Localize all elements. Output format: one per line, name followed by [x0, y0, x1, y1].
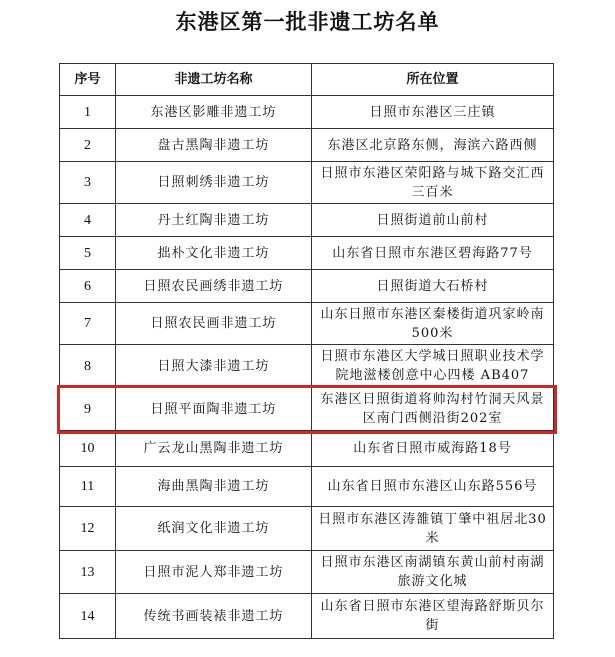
row-location: 日照街道前山前村: [312, 204, 554, 237]
row-index: 5: [60, 237, 116, 270]
row-name: 广云龙山黑陶非遗工坊: [116, 431, 312, 467]
row-index: 9: [60, 388, 116, 431]
workshop-table: [59, 63, 554, 639]
table-row: [60, 96, 554, 129]
table-row: [60, 204, 554, 237]
table-row: [60, 345, 554, 388]
row-index: 6: [60, 270, 116, 303]
table-row: [60, 303, 554, 345]
row-name: 日照大漆非遗工坊: [116, 345, 312, 388]
table-row: [60, 507, 554, 551]
table-row: [60, 129, 554, 162]
row-name: 纸润文化非遗工坊: [116, 507, 312, 551]
row-name: 日照农民画绣非遗工坊: [116, 270, 312, 303]
row-index: 12: [60, 507, 116, 551]
row-location: 日照市东港区南湖镇东黄山前村南湖旅游文化城: [312, 551, 554, 594]
row-name: 日照农民画非遗工坊: [116, 303, 312, 345]
row-location: 山东省日照市威海路18号: [312, 431, 554, 467]
table-row: [60, 551, 554, 594]
row-index: 2: [60, 129, 116, 162]
row-name: 日照市泥人郑非遗工坊: [116, 551, 312, 594]
table-row: [60, 594, 554, 639]
row-index: 11: [60, 467, 116, 507]
table-row: [60, 431, 554, 467]
header-name: 非遗工坊名称: [116, 64, 312, 96]
table-row: [60, 237, 554, 270]
table-row: [60, 467, 554, 507]
row-location: 山东省日照市东港区望海路舒斯贝尔街: [312, 594, 554, 639]
row-location: 东港区日照街道将帅沟村竹洞天风景区南门西侧沿街202室: [312, 388, 554, 431]
page-title: 东港区第一批非遗工坊名单: [175, 9, 440, 34]
row-name: 海曲黑陶非遗工坊: [116, 467, 312, 507]
row-index: 1: [60, 96, 116, 129]
row-index: 8: [60, 345, 116, 388]
row-name: 东港区影雕非遗工坊: [116, 96, 312, 129]
row-location: 日照市东港区大学城日照职业技术学院地滋楼创意中心四楼 AB407: [312, 345, 554, 388]
header-index: 序号: [60, 64, 116, 96]
table-row: [60, 270, 554, 303]
header-location: 所在位置: [312, 64, 554, 96]
row-index: 4: [60, 204, 116, 237]
row-location: 东港区北京路东侧，海滨六路西侧: [312, 129, 554, 162]
row-location: 日照市东港区三庄镇: [312, 96, 554, 129]
row-name: 日照平面陶非遗工坊: [116, 388, 312, 431]
row-index: 14: [60, 594, 116, 639]
row-name: 盘古黑陶非遗工坊: [116, 129, 312, 162]
table-row: [60, 162, 554, 204]
row-location: 山东省日照市东港区碧海路77号: [312, 237, 554, 270]
row-name: 日照刺绣非遗工坊: [116, 162, 312, 204]
row-name: 拙朴文化非遗工坊: [116, 237, 312, 270]
row-location: 日照市东港区荣阳路与城下路交汇西三百米: [312, 162, 554, 204]
row-index: 13: [60, 551, 116, 594]
row-index: 3: [60, 162, 116, 204]
table-header-row: [60, 64, 554, 96]
row-index: 10: [60, 431, 116, 467]
row-location: 山东省日照市东港区山东路556号: [312, 467, 554, 507]
row-location: 日照市东港区涛雒镇丁肇中祖居北30米: [312, 507, 554, 551]
row-location: 日照街道大石桥村: [312, 270, 554, 303]
row-location: 山东日照市东港区秦楼街道巩家岭南500米: [312, 303, 554, 345]
row-name: 传统书画装裱非遗工坊: [116, 594, 312, 639]
table-row-highlighted: [60, 388, 554, 431]
row-name: 丹土红陶非遗工坊: [116, 204, 312, 237]
row-index: 7: [60, 303, 116, 345]
